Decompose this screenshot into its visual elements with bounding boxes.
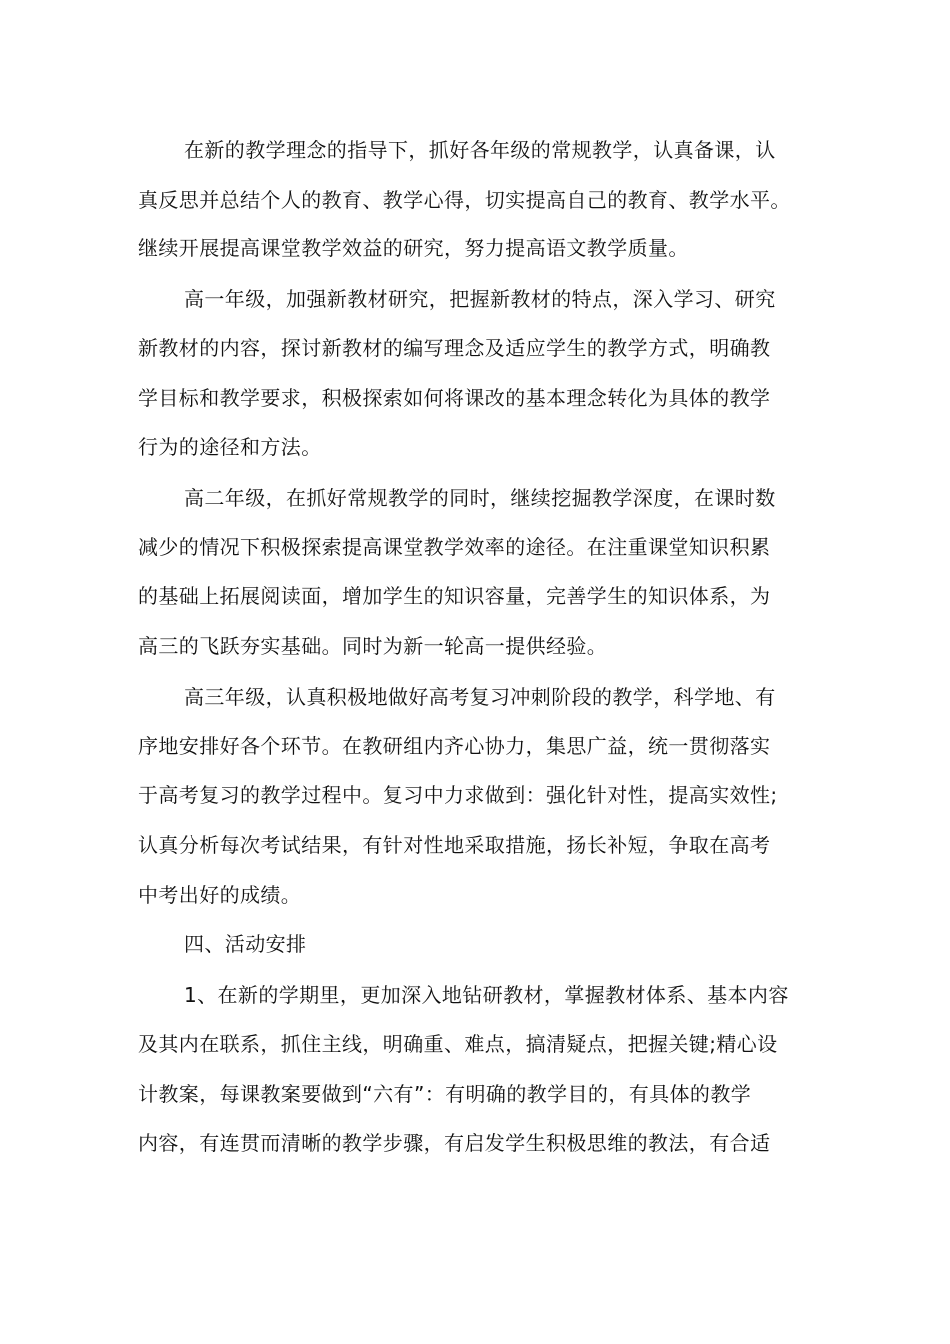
item-one-line-1: 1、在新的学期里，更加深入地钻研教材，掌握教材体系、基本内容 — [184, 983, 789, 1007]
paragraph-grade-one-line-4: 行为的途径和方法。 — [138, 435, 322, 459]
section-heading-activities: 四、活动安排 — [184, 932, 307, 956]
paragraph-grade-one-line-1: 高一年级，加强新教材研究，把握新教材的特点，深入学习、研究 — [184, 287, 776, 311]
item-one-line-3: 计教案，每课教案要做到“六有”：有明确的教学目的，有具体的教学 — [138, 1082, 752, 1106]
paragraph-grade-two-line-1: 高二年级，在抓好常规教学的同时，继续挖掘教学深度，在课时数 — [184, 486, 776, 510]
paragraph-grade-three-line-5: 中考出好的成绩。 — [138, 883, 302, 907]
paragraph-grade-three-line-2: 序地安排好各个环节。在教研组内齐心协力，集思广益，统一贯彻落实 — [138, 734, 771, 758]
item-one-line-2: 及其内在联系，抓住主线，明确重、难点，搞清疑点，把握关键;精心设 — [138, 1032, 778, 1056]
paragraph-grade-three-line-4: 认真分析每次考试结果，有针对性地采取措施，扬长补短，争取在高考 — [138, 833, 771, 857]
paragraph-intro-line-3: 继续开展提高课堂教学效益的研究，努力提高语文教学质量。 — [138, 236, 689, 260]
paragraph-intro-line-2: 真反思并总结个人的教育、教学心得，切实提高自己的教育、教学水平。 — [138, 188, 791, 212]
paragraph-grade-two-line-2: 减少的情况下积极探索提高课堂教学效率的途径。在注重课堂知识积累 — [138, 535, 771, 559]
paragraph-grade-three-line-1: 高三年级，认真积极地做好高考复习冲刺阶段的教学，科学地、有 — [184, 685, 776, 709]
paragraph-grade-three-line-3: 于高考复习的教学过程中。复习中力求做到：强化针对性，提高实效性; — [138, 783, 778, 807]
paragraph-grade-two-line-3: 的基础上拓展阅读面，增加学生的知识容量，完善学生的知识体系，为 — [138, 584, 771, 608]
paragraph-intro-line-1: 在新的教学理念的指导下，抓好各年级的常规教学，认真备课，认 — [184, 138, 776, 162]
paragraph-grade-one-line-2: 新教材的内容，探讨新教材的编写理念及适应学生的教学方式，明确教 — [138, 336, 771, 360]
paragraph-grade-two-line-4: 高三的飞跃夯实基础。同时为新一轮高一提供经验。 — [138, 634, 608, 658]
item-one-line-4: 内容，有连贯而清晰的教学步骤，有启发学生积极思维的教法，有合适 — [138, 1131, 771, 1155]
paragraph-grade-one-line-3: 学目标和教学要求，积极探索如何将课改的基本理念转化为具体的教学 — [138, 386, 771, 410]
